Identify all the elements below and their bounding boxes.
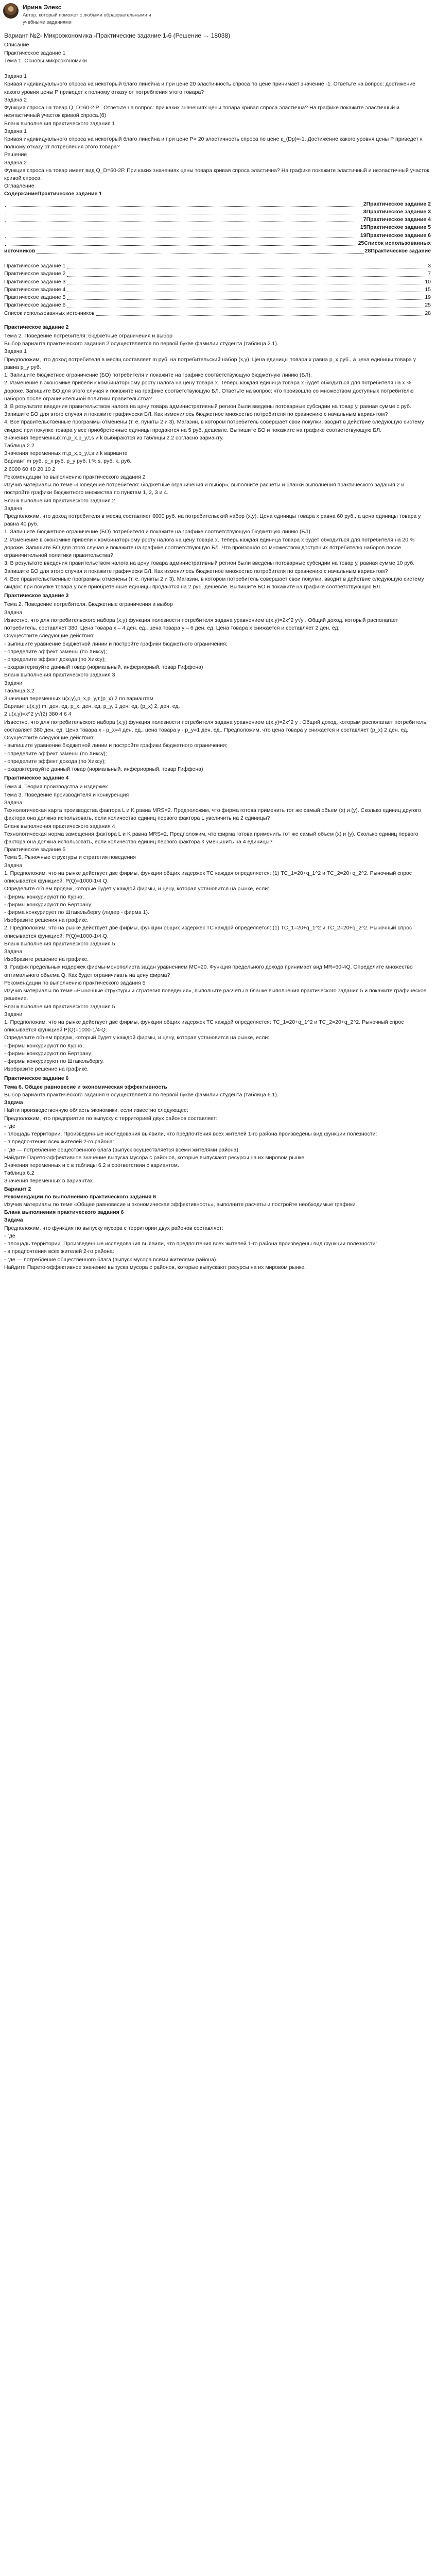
document-title: Вариант №2- Микроэкономика -Практические задание 1-6 (Решение → 18038) [4, 31, 231, 39]
toc-main-num: 15Практическое задание 5 [360, 224, 431, 231]
paragraph: Рекомендации по выполнению практического задания 5 [4, 979, 146, 986]
toc-main-row[interactable] [4, 216, 431, 224]
toc-dots [5, 208, 362, 214]
paragraph: Кривая индивидуального спроса на некоторый благо линейна и при цене Р= 20 эластичность спроса по цене ε_(Dp)=-1. Достижение какого уровня цены Р приведет к полному отказу от потребления этого товара? [4, 135, 423, 150]
paragraph: Предположим, что функция по выпуску мусора с территории двух районов составляет: [4, 1225, 223, 1231]
paragraph: Значения переменных u(x,y),p_x,p_y,т,(р_х) 2 по вариантам [4, 696, 153, 702]
paragraph: Задача [4, 799, 23, 806]
toc-main-num: 25Список использованных [358, 240, 431, 246]
paragraph: Выбор варианта практического задания 6 осуществляется по первой букве фамилии студента (таблица 6.1). [4, 1091, 278, 1098]
toc-main-num: 7Практическое задание 4 [363, 216, 431, 223]
paragraph: Осуществите следующие действия: [4, 735, 95, 741]
toc-dots [67, 262, 426, 268]
paragraph: Таблица 6.2 [4, 1170, 34, 1177]
paragraph: Известно, что для потребительского набора (х,у) функция полезности потребителя задана уравнением u(x,y)=2x^2 y . Общий доход, которым располагает потребитель, составляет 380 ден. ед. Цена товара x - р_x=4 ден. ед., цена товара y - p_y=1 ден. ед.. Предположим, что цена товара у снижается и составляет (р_х) 2 ден. ед. [4, 719, 428, 733]
toc-dots [36, 247, 363, 253]
paragraph: 2. Предположим, что на рынке действует две фирмы, функции общих издержек ТС каждой определяется: (1) TC_1=20+q_1^2 и TC_2=20+q_2^2. Рыночный спрос описывается функцией: P(Q)=1000-1/4∙Q. [4, 925, 412, 939]
paragraph: Задача [4, 505, 23, 512]
paragraph: Изучив материалы по теме «Общее равновесие и экономическая эффективность», выполните расчеты и постройте необходимые графики. [4, 1201, 357, 1208]
paragraph: 2. Изменение в экономике привели к комбинаторному росту налога на цену товара х. Теперь каждая единица товара х будет обходиться для потребителя на 20 % дороже. Запишите БО для этого случая и покажите на графике соответствующую БЛ. Что произошло со множеством доступных потребителю наборов после ограничительной политики правительства? [4, 536, 415, 559]
paragraph: Задача [4, 862, 23, 869]
paragraph: Кривая индивидуального спроса на некоторый благо линейна и при цене 20 эластичность спроса по цене принимает значение -1. Ответьте на вопрос: достижение какого уровня цены Р приведет к полному отказу от потребления этого товара? [4, 81, 416, 95]
paragraph: Бланк выполнения практического задания 3 [4, 672, 115, 679]
paragraph: Значения переменных в вариантах [4, 1178, 93, 1184]
toc-sub-row[interactable] [4, 278, 431, 286]
paragraph: - определите эффект дохода (по Хиксу); [4, 758, 106, 765]
paragraph: 1. Предположим, что на рынке действует две фирмы, функции общих издержек ТС каждая определяется: (1) TC_1=20+q_1^2 и TC_2=20+q_2^2. Рыночный спрос описывается функцией: P(Q)=1000-1/4∙Q. [4, 870, 412, 885]
paragraph: Известно, что для потребительского набора (х,у) функция полезности потребителя задана уравнением u(x,y)=2x^2 y√y . Общий доход, который располагает потребитель, составляет 380. Цена товара x – 4 ден. ед., цена товара y – 6 ден. ед. Цена товара х снижается и составляет 2 ден. ед. [4, 617, 398, 632]
toc-dots [5, 232, 359, 238]
toc-dots [5, 240, 357, 246]
paragraph: Вариант m руб. p_x руб. p_y руб. t,% s, руб. k, руб. [4, 458, 132, 465]
toc-dots [67, 286, 423, 292]
paragraph: 2 u(x,y)=x^2 y√(2) 380 4 6 4 [4, 711, 72, 718]
toc-sub-num: 15 [425, 286, 431, 293]
toc-dots [96, 310, 424, 316]
paragraph: Вариант 2 [4, 1185, 31, 1192]
toc-sub-label: Практическое задание 6 [4, 302, 66, 309]
paragraph: 1. Запишите бюджетное ограничение (БО) потребителя и покажите на графике соответствующую бюджетную линию (БЛ). [4, 529, 312, 535]
paragraph: 1. Предположим, что на рынке действует две фирмы, функции общих издержек ТС каждой определяется: TC_1=20+q_1^2 и TC_2=20+q_2^2. Рыночный спрос описывается функцией P(Q)=1000-1/4∙Q. [4, 1019, 404, 1033]
task4-section [4, 783, 431, 1073]
paragraph: - выпишите уравнение бюджетной линии и постройте графики бюджетного ограничения; [4, 640, 228, 647]
paragraph: - фирмы конкурируют по Курно; [4, 893, 84, 900]
paragraph: Практическое задание 1 [4, 49, 66, 56]
paragraph: - охарактеризуйте данный товар (нормальный, инфериорный, товар Гиффена) [4, 664, 203, 671]
paragraph: Изобразите решения на графике. [4, 917, 89, 924]
paragraph: - фирма конкурирует по Штакельбергу (лидер - фирма 1). [4, 909, 149, 916]
paragraph: Бланк выполнения практического задания 2 [4, 497, 115, 504]
toc-sub-num: 28 [425, 310, 431, 316]
paragraph: Вариант u(x,y) m, ден. ед. p_x, ден. ед. p_y, 1 ден. ед. (p_x) 2, ден. ед. [4, 703, 180, 710]
paragraph: Оглавление [4, 183, 34, 190]
paragraph: Тема 2. Поведение потребителя: бюджетные ограничения и выбор [4, 332, 172, 339]
toc-sub-label: Практическое задание 5 [4, 294, 66, 301]
paragraph: - фирмы конкурируют по Штакельбергу. [4, 1058, 104, 1065]
paragraph: Функция спроса на товар имеет вид Q_D=60-2Р. При каких значениях цены товара кривая спроса эластична? На графике покажите эластичный и неэластичный участок кривой спроса. [4, 167, 429, 182]
paragraph: Осуществите следующие действия: [4, 633, 95, 639]
paragraph: Бланк выполнения практического задания 1 [4, 120, 115, 127]
paragraph: Изобразите решение на графике. [4, 1066, 89, 1073]
paragraph: Тема 6. Общее равновесие и экономическая эффективность [4, 1083, 167, 1090]
paragraph: Задачи [4, 680, 23, 686]
toc-main-row[interactable] [4, 200, 431, 208]
paragraph: Рекомендации по выполнению практического задания 6 [4, 1193, 156, 1200]
paragraph: Технологическая норма замещения фактора L и K равна MRS=2. Предположим, что фирма готова применить тот же самый объем (х) и (у). Сколько единиц первого фактора она должна использовать, если количество единиц первого фактора К уменьшить на 4 единицы? [4, 831, 418, 845]
paragraph: Задача 1 [4, 128, 27, 134]
toc-main [4, 200, 431, 256]
paragraph: 1. Запишите бюджетное ограничение (БО) потребителя и покажите на графике соответствующую бюджетную линию (БЛ). [4, 372, 312, 379]
paragraph: Задача [4, 1099, 23, 1106]
task3-section [4, 601, 431, 773]
toc-sub-label: Практическое задание 3 [4, 278, 66, 285]
toc-dots [67, 278, 423, 284]
task2-section [4, 332, 431, 591]
paragraph: - определите эффект замены (по Хиксу); [4, 750, 107, 757]
paragraph: Задача 1 [4, 348, 27, 355]
paragraph: Рекомендации по выполнению практического задания 2 [4, 473, 146, 480]
paragraph: - площадь территории. Произведенные исследования выявили, что предпочтения всех жителей 1-го района произведены вид функции полезности: [4, 1241, 377, 1247]
paragraph: 3. График предельных издержек фирмы-монополиста задан уравнением МС=20. Функция предельного дохода принимает вид МR=60-4Q. Определите множество оптимального объема Q. Как будет ограничивать на цену фирма? [4, 964, 413, 978]
paragraph: - определите эффект замены (по Хиксу); [4, 648, 107, 655]
toc-sub-row[interactable] [4, 270, 431, 278]
toc-dots [67, 270, 426, 276]
toc-dots [67, 294, 423, 300]
toc-sub-num: 3 [428, 263, 431, 269]
toc-sub-num: 7 [428, 270, 431, 277]
toc-sub-label: Практическое задание 4 [4, 286, 66, 293]
paragraph: 4. Все правительственные программы отменены (т. е. пункты 2 и 3). Магазин, в котором потребитель совершает свои покупки, вводит в действие следующую систему скидок: при покупке товара у все приобретенные единицы продаются на 5 руб. дешевле. Выпишите БО и покажите на графике соответствующую БЛ. [4, 419, 424, 433]
paragraph: Технологическая карта производства фактора L и K равна MRS=2. Предположим, что фирма готова применить тот же самый объем (х) и (у). Сколько единиц другого фактора она должна использовать, если количество единиц первого фактора L увеличить на 2 единицы? [4, 807, 421, 822]
paragraph: Изучив материалы по теме «Рыночные структуры и стратегия поведения», выполните расчеты в бланке выполнения практического задания 5 и покажите графическое решение. [4, 988, 427, 1002]
paragraph: Определите объем продаж, который будет у каждой фирмы, и цену, которая установится на рынке, если: [4, 1035, 270, 1041]
toc-main-row[interactable] [4, 224, 431, 231]
task6-title: Практическое задание 6 [4, 1075, 69, 1081]
paragraph: Бланк выполнения практического задания 6 [4, 1209, 124, 1216]
toc-sub-label: Практическое задание 2 [4, 270, 66, 277]
paragraph: Бланк выполнения практического задания 4 [4, 823, 115, 829]
paragraph: Функция спроса на товар Q_D=60-2∙P . Ответьте на вопрос: при каких значениях цены товара кривая спроса эластична? На графике покажите эластичный и неэластичный участок кривой спроса.(б) [4, 105, 399, 119]
paragraph: Найдите Парето-эффективное значение выпуска мусора с районов, которые выпускают ресурсы на их мировом рынке. [4, 1154, 306, 1161]
paragraph: Задача [4, 1217, 23, 1224]
author-description: Автор, который поможет с любыми образовательными и учебными заданиями [23, 12, 151, 26]
paragraph: Бланк выполнения практического задания 5 [4, 940, 115, 947]
paragraph: 3. В результате введения правительством налога на цену товара административный регион были введены потоварные субсидии на товар у, равная сумме с руб. Запишите БО для этого случая и покажите графически БЛ. Как изменилось бюджетное множество потребителя по сравнению с начальным вариантом? [4, 403, 411, 418]
paragraph: Задача 1 [4, 73, 27, 80]
paragraph: Тема 1. Основы микроэкономики [4, 57, 87, 64]
toc-main-row[interactable] [4, 208, 431, 216]
toc-dots [5, 224, 359, 230]
paragraph: - фирмы конкурируют по Бертрану; [4, 1050, 93, 1057]
task1-section [4, 80, 431, 190]
paragraph: Тема 4. Теория производства и издержек [4, 784, 108, 790]
paragraph: Изобразите решение на графике. [4, 956, 89, 963]
toc-sub-row[interactable] [4, 301, 431, 309]
paragraph: - площадь территории. Произведенные исследования выявили, что предпочтения всех жителей 1-го района произведены вид функции полезности: [4, 1131, 377, 1138]
paragraph: Задача [4, 609, 23, 616]
toc-sub-label: Практическое задание 1 [4, 263, 66, 269]
toc-sub-row[interactable] [4, 286, 431, 294]
paragraph: 2. Изменение в экономике привели к комбинаторному росту налога на цену товара х. Теперь каждая единица товара х будет обходиться для потребителя на х % дороже. Запишите БО для этого случая и покажите на графике соответствующую БЛ. Ответьте на вопрос: что произошло со множеством доступных потребителю наборов после ограничительной политики правительства? [4, 380, 414, 402]
task3-title: Практическое задание 3 [4, 592, 69, 599]
author-block [23, 3, 156, 26]
toc-main-num: 28Практическое задание [364, 248, 431, 254]
author-header [0, 0, 436, 28]
intro-section [4, 41, 431, 80]
toc-main-row[interactable] [4, 247, 431, 255]
paragraph: Тема 3. Поведение производителя и конкуренция [4, 791, 129, 798]
paragraph: - в предпочтения всех жителей 2-го района: [4, 1139, 114, 1145]
paragraph: Решение [4, 151, 27, 158]
toc-main-num: 2Практическое задание 2 [363, 200, 431, 207]
paragraph: - где [4, 1123, 15, 1129]
paragraph: Предположим, что доход потребителя в месяц составляет 6000 руб. на потребительский набор (х,у). Цена единицы товара х равна 60 руб., а цена единицы товара у равна 40 руб. [4, 513, 421, 528]
paragraph: Практическое задание 5 [4, 846, 66, 853]
toc-dots [5, 200, 362, 207]
paragraph: Предположим, что доход потребителя в месяц составляет m руб. на потребительский набор (х,у). Цена единицы товара х равна р_х руб., а цена единицы товара у равна р_у руб. [4, 356, 416, 370]
task2-title: Практическое задание 2 [4, 324, 69, 330]
toc-sub-num: 19 [425, 294, 431, 301]
toc-main-row[interactable] [4, 240, 431, 247]
paragraph: - определите эффект дохода (по Хиксу); [4, 656, 106, 663]
paragraph: Значения переменных и с в таблицы 6.2 в соответствии с вариантом. [4, 1162, 179, 1168]
toc-main-label: источников [4, 248, 36, 254]
task6-section [4, 1083, 431, 1272]
paragraph: 2 6000 60 40 20 10 2 [4, 466, 56, 472]
paragraph: Описание [4, 42, 29, 48]
paragraph: - фирмы конкурируют по Бертрану; [4, 901, 93, 908]
author-avatar[interactable] [3, 3, 19, 19]
paragraph: Определите объем продаж, которые будет у каждой фирмы, и цену, которая установится на рынке, если: [4, 886, 270, 892]
task4-title: Практическое задание 4 [4, 775, 69, 782]
paragraph: - охарактеризуйте данный товар (нормальный, инфериорный, товар Гиффена) [4, 766, 203, 772]
toc-main-row[interactable] [4, 232, 431, 240]
toc-sub [4, 262, 431, 317]
paragraph: Тема 2. Поведение потребителя. Бюджетные ограничения и выбор [4, 601, 173, 608]
toc-sub-num: 10 [425, 278, 431, 285]
toc-dots [5, 216, 362, 222]
author-name[interactable]: Ирина Элекс [23, 4, 62, 11]
paragraph: Выбор варианта практического задания 2 осуществляется по первой букве фамилии студента (таблица 2.1). [4, 341, 278, 347]
paragraph: Предположим, что предприятие по выпуску с территорией двух районов составляет: [4, 1115, 218, 1122]
paragraph: Таблица 2.2 [4, 443, 34, 449]
paragraph: Тема 5. Рыночные структуры и стратегия поведения [4, 854, 136, 861]
toc-dots [67, 301, 423, 308]
paragraph: Задачи [4, 1011, 23, 1018]
paragraph: Изучив материалы по теме «Поведение потребителя: бюджетные ограничения и выбор», выполните расчеты и бланки выполнения практического задания 2 и постройте графики бюджетного множества по пунктам 1, 2, 3 и 4. [4, 482, 405, 496]
paragraph: Значения переменных m,p_x,p_y,t,s и k выбираются из таблицы 2.2 согласно варианту. [4, 434, 224, 441]
paragraph: - где — потребление общественного блага (выпуск осуществляется всеми жителями района). [4, 1146, 240, 1153]
toc-sub-row[interactable] [4, 294, 431, 301]
toc-title: СодержаниеПрактическое задание 1 [4, 191, 102, 197]
paragraph: 3. В результате введения правительством налога на цену товара административный регион были введены потоварные субсидии на товар у, равная сумме 10 руб. Запишите БО для этого случая и покажите графически БЛ. Как изменилось бюджетное множество потребителя по сравнению с начальным вариантом? [4, 560, 415, 574]
toc-sub-label: Список использованных источников [4, 310, 95, 316]
paragraph: - в предпочтения всех жителей 2-го района: [4, 1248, 114, 1255]
paragraph: Задача 2 [4, 159, 27, 166]
paragraph: - выпишите уравнение бюджетной линии и постройте графики бюджетного ограничения; [4, 742, 228, 749]
paragraph: Найдите Парето-эффективное значение выпуска мусора с районов, которые выпускают ресурсы на их мировом рынке. [4, 1264, 306, 1270]
paragraph: Задача 2 [4, 96, 27, 103]
paragraph [4, 65, 431, 73]
paragraph: Найти производственную область экономики, если известно следующее: [4, 1107, 188, 1114]
document-content [0, 31, 436, 1272]
paragraph: Значения переменных m,p_x,p_y,t,s и k варианте [4, 450, 128, 457]
toc-sub-num: 25 [425, 302, 431, 309]
toc-main-num: 3Практическое задание 3 [363, 208, 431, 215]
toc-main-num: 19Практическое задание 6 [360, 232, 431, 239]
paragraph: - где — потребление общественного блага (выпуск мусора всеми жителями района). [4, 1256, 218, 1263]
paragraph: Бланк выполнения практического задания 5 [4, 1003, 115, 1010]
paragraph: 4. Все правительственные программы отменены (т. е. пункты 2 и 3). Магазин, в котором потребитель совершает свои покупки, вводит в действие следующую систему скидок: при покупке товара у все приобретенные единицы продаются на 2 руб. дешевле. Выпишите БО и покажите на графике соответствующую БЛ. [4, 575, 424, 590]
toc-sub-row[interactable] [4, 310, 431, 317]
paragraph: - фирмы конкурируют по Курно; [4, 1042, 84, 1049]
paragraph: Задача [4, 948, 23, 955]
toc-sub-row[interactable] [4, 262, 431, 270]
paragraph: Таблица 3.2 [4, 687, 34, 694]
paragraph: - где [4, 1232, 15, 1239]
